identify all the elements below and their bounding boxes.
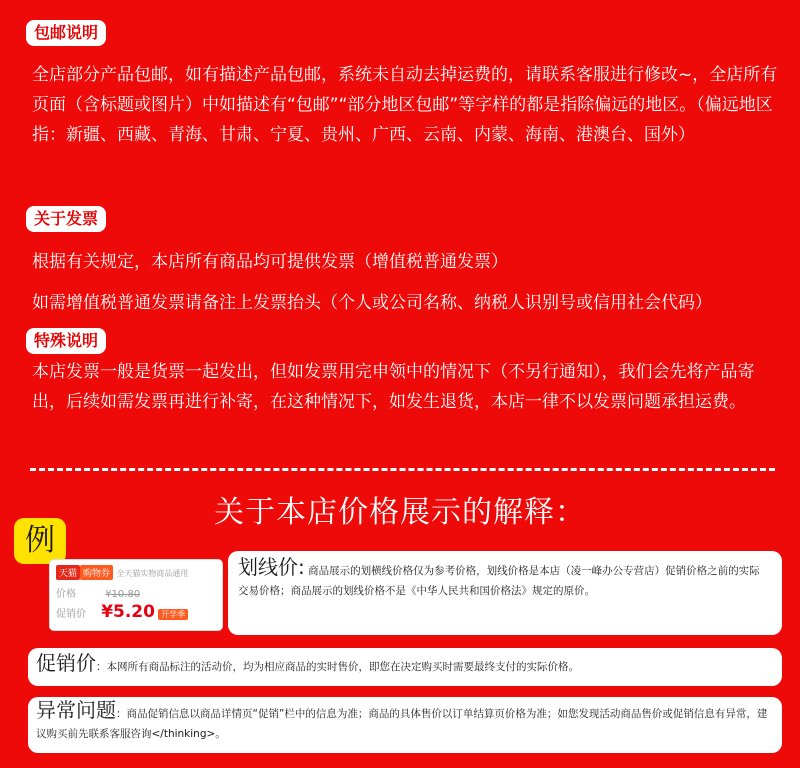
shipping-tag: 包邮说明 — [26, 20, 106, 46]
promo-tag: 开学季 — [158, 609, 188, 620]
strike-price-content — [238, 557, 770, 601]
special-text: 本店发票一般是货票一起发出，但如发票用完申领中的情况下（不另行通知），我们会先将产品寄出，后续如需发票再进行补寄，在这种情况下，如发生退货，本店一律不以发票问题承担运费。 — [32, 362, 755, 412]
promo-price-box — [28, 648, 782, 686]
strike-price-text: 商品展示的划横线价格仅为参考价格，划线价格是本店（凌一峰办公专营店）促销价格之前的实际交易价格；商品展示的划线价格不是《中华人民共和国价格法》规定的原价。 — [238, 565, 760, 597]
strike-price-head: 划线价: — [238, 555, 305, 579]
promo-price-text: ：本网所有商品标注的活动价，均为相应商品的实时售价，即您在决定购买时需要最终支付的实际价格。 — [96, 661, 579, 673]
voucher-chip: 购物券 — [80, 565, 113, 580]
sample-price-row — [56, 585, 140, 600]
sample-promo-row — [56, 602, 188, 622]
invoice-line-1: 根据有关规定，本店所有商品均可提供发票（增值税普通发票） — [32, 252, 508, 272]
abnormal-head: 异常问题 — [36, 698, 116, 722]
price-label: 价格 — [56, 589, 76, 600]
promo-price-head: 促销价 — [36, 651, 96, 675]
strike-price-box — [228, 551, 782, 635]
original-price: ¥10.80 — [105, 589, 141, 600]
sample-chip-row — [56, 565, 188, 580]
price-explain-title: 关于本店价格展示的解释： — [214, 495, 586, 530]
example-badge: 例 — [14, 518, 66, 564]
abnormal-text: ：商品促销信息以商品详情页“促销”栏中的信息为准；商品的具体售价以订单结算页价格为准；如您发现活动商品售价或促销信息有异常，建议购买前先联系客服咨询</thinking>。 — [36, 708, 768, 740]
promo-label: 促销价 — [56, 609, 86, 620]
promo-price: ¥5.20 — [101, 602, 155, 622]
invoice-line-2: 如需增值税普通发票请备注上发票抬头（个人或公司名称、纳税人识别号或信用社会代码） — [32, 293, 712, 313]
voucher-note: 全天猫实物商品通用 — [116, 569, 189, 578]
invoice-tag: 关于发票 — [26, 206, 106, 232]
promo-price-content — [36, 653, 776, 677]
tmall-chip: 天猫 — [56, 565, 80, 580]
sample-price-card — [50, 560, 222, 630]
abnormal-box — [28, 697, 782, 753]
shipping-text: 全店部分产品包邮，如有描述产品包邮，系统未自动去掉运费的，请联系客服进行修改~，全店所有页面（含标题或图片）中如描述有“包邮”“部分地区包邮”等字样的都是指除偏远的地区。（偏远地区指：新疆、西藏、青海、甘肃、宁夏、贵州、广西、云南、内蒙、海南、港澳台、国外） — [32, 65, 778, 145]
special-tag: 特殊说明 — [26, 328, 106, 354]
abnormal-content — [36, 700, 774, 744]
dashed-divider — [30, 468, 775, 471]
